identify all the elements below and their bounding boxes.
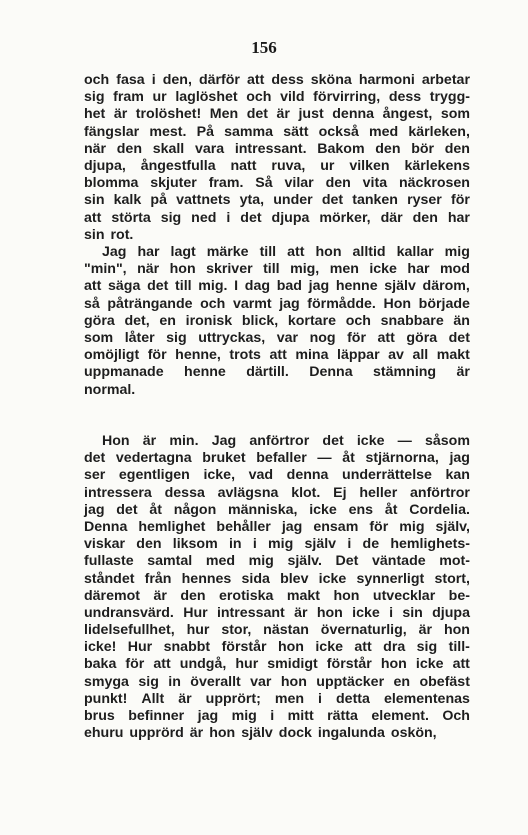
text-line: jag det åt någon människa, icke ens åt Cordelia. xyxy=(84,501,470,518)
text-line: sin kalk på vattnets yta, under det tanken ryser för xyxy=(84,192,470,209)
text-line: punkt! Allt är upprört; men i detta elementenas xyxy=(84,690,470,707)
text-line: sig fram ur laglöshet och vild förvirring, dess trygg- xyxy=(84,89,470,106)
text-line: smyga sig in överallt var hon upptäcker en obefäst xyxy=(84,673,470,690)
text-line: normal. xyxy=(84,381,136,398)
text-line: undransvärd. Hur intressant är hon icke i sin djupa xyxy=(84,604,470,621)
text-line: viskar den liksom in i mig själv i de hemlighets- xyxy=(84,536,470,553)
text-line: att säga det till mig. I dag bad jag henne själv därom, xyxy=(84,278,470,295)
text-line: det vedertagna bruket befaller — åt stjärnorna, jag xyxy=(84,450,470,467)
text-line: fängslar mest. På samma sätt också med kärleken, xyxy=(84,123,470,140)
text-line: sin rot. xyxy=(84,226,134,243)
paragraph-1 xyxy=(84,72,470,244)
text-line: så påträngande och varmt jag förmådde. Hon började xyxy=(84,295,470,312)
text-line: "min", när hon skriver till mig, men icke har mod xyxy=(84,261,470,278)
text-line: uppmanade henne därtill. Denna stämning är xyxy=(84,364,470,381)
text-line: Jag har lagt märke till att hon alltid kallar mig xyxy=(102,244,470,260)
text-line: blomma skjuter fram. Så vilar den vita näckrosen xyxy=(84,175,470,192)
text-line: ståndet från hennes sida blev icke synnerligt stort, xyxy=(84,570,470,587)
text-line: omöjligt för henne, trots att mina läppar av all makt xyxy=(84,347,470,364)
text-line: som låter sig uttryckas, var nog för att göra det xyxy=(84,329,470,346)
text-line: djupa, ångestfulla natt ruva, ur vilken kärlekens xyxy=(84,157,470,174)
text-line: däremot är den erotiska makt hon utvecklar be- xyxy=(84,587,470,604)
text-line: lidelsefullhet, hur stor, nästan övernaturlig, är hon xyxy=(84,622,470,639)
text-line: Hon är min. Jag anförtror det icke — såsom xyxy=(102,433,470,449)
text-line: baka för att undgå, hur smidigt förstår hon icke att xyxy=(84,656,470,673)
text-line: het är trolöshet! Men det är just denna ångest, som xyxy=(84,106,470,123)
text-line: ser egentligen icke, vad denna underrättelse kan xyxy=(84,467,470,484)
text-line: brus befinner jag mig i mitt rätta element. Och xyxy=(84,708,470,724)
text-line: Denna hemlighet behåller jag ensam för mig själv, xyxy=(84,518,470,535)
paragraph-3 xyxy=(84,433,470,742)
text-line: göra det, en ironisk blick, kortare och snabbare än xyxy=(84,312,470,329)
text-line: och fasa i den, därför att dess sköna harmoni arbetar xyxy=(84,72,470,88)
text-line: att störta sig ned i det djupa mörker, där den har xyxy=(84,209,470,226)
text-line: fullaste samtal med mig själv. Det väntade mot- xyxy=(84,553,470,570)
text-line: intressera dessa avlägsna klot. Ej heller anförtror xyxy=(84,484,470,501)
paragraph-2 xyxy=(84,244,470,399)
text-line: när den skall vara intressant. Bakom den bör den xyxy=(84,140,470,157)
page-number: 156 xyxy=(251,38,277,57)
text-line: ehuru upprörd är hon själv dock ingalunda oskön, xyxy=(84,725,437,742)
text-line: icke! Hur snabbt förstår hon icke att dra sig till- xyxy=(84,639,470,656)
